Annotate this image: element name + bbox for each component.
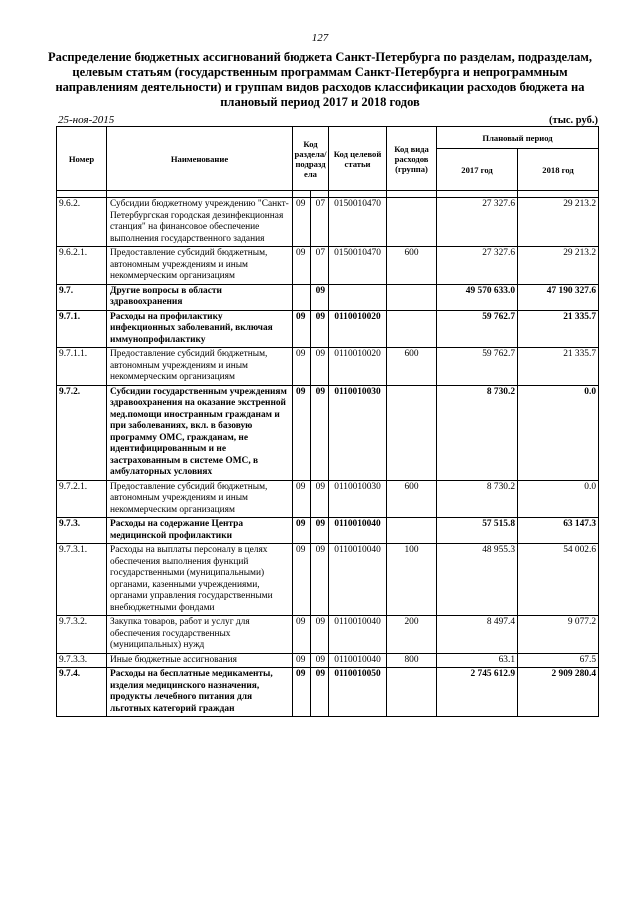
row-target-code: 0110010040 [329,616,387,654]
row-number: 9.7.3.1. [57,544,107,616]
row-subsection-code: 09 [311,544,329,616]
row-number: 9.7. [57,284,107,310]
row-type-code: 600 [387,348,437,386]
row-subsection-code: 09 [311,385,329,480]
row-name: Субсидии бюджетному учреждению "Санкт-Петербургская городская дезинфекционная станция" на финансовое обеспечение выполнения государственного задания [107,198,293,247]
row-name: Расходы на профилактику инфекционных заболеваний, включая иммунопрофилактику [107,310,293,348]
row-target-code: 0110010040 [329,544,387,616]
table-row [57,668,599,717]
document-date: 25-ноя-2015 [58,114,115,126]
row-value-2018: 29 213.2 [518,198,599,247]
row-value-2018: 67.5 [518,653,599,668]
table-row [57,480,599,518]
row-number: 9.6.2. [57,198,107,247]
row-subsection-code: 09 [311,616,329,654]
row-number: 9.7.3.3. [57,653,107,668]
row-type-code: 100 [387,544,437,616]
row-section-code [293,284,311,310]
row-value-2018: 21 335.7 [518,348,599,386]
table-row [57,247,599,285]
row-type-code [387,385,437,480]
row-subsection-code: 09 [311,310,329,348]
row-type-code [387,284,437,310]
header-2017: 2017 год [437,149,518,191]
header-target: Код целевой статьи [329,127,387,191]
row-target-code [329,284,387,310]
page-number: 127 [311,32,329,44]
row-name: Предоставление субсидий бюджетным, автономным учреждениям и иным некоммерческим организациям [107,247,293,285]
row-section-code: 09 [293,198,311,247]
row-value-2018: 54 002.6 [518,544,599,616]
row-subsection-code: 09 [311,348,329,386]
header-spacer-row [57,191,599,198]
row-target-code: 0110010030 [329,480,387,518]
row-section-code: 09 [293,348,311,386]
document-title: Распределение бюджетных ассигнований бюджета Санкт-Петербурга по разделам, подразделам, целевым статьям (государственным программам Санкт-Петербурга и непрограммным направлениям деятельности) и группам видов расходов классификации расходов бюджета на плановый период 2017 и 2018 годов [47,50,593,109]
row-value-2017: 57 515.8 [437,518,518,544]
row-name: Другие вопросы в области здравоохранения [107,284,293,310]
row-value-2018: 29 213.2 [518,247,599,285]
row-target-code: 0110010030 [329,385,387,480]
row-name: Расходы на выплаты персоналу в целях обеспечения выполнения функций государственными (муниципальными) органами, казенными учреждениями, органами управления государственными внебюджетными фондами [107,544,293,616]
table-row [57,616,599,654]
row-value-2017: 49 570 633.0 [437,284,518,310]
table-row [57,348,599,386]
row-number: 9.7.1. [57,310,107,348]
row-value-2018: 9 077.2 [518,616,599,654]
row-number: 9.7.4. [57,668,107,717]
row-value-2018: 63 147.3 [518,518,599,544]
row-section-code: 09 [293,616,311,654]
row-type-code: 200 [387,616,437,654]
row-value-2017: 8 497.4 [437,616,518,654]
row-target-code: 0150010470 [329,247,387,285]
row-type-code [387,198,437,247]
row-subsection-code: 09 [311,480,329,518]
row-value-2017: 8 730.2 [437,480,518,518]
row-name: Иные бюджетные ассигнования [107,653,293,668]
row-name: Расходы на бесплатные медикаменты, изделия медицинского назначения, продукты лечебного питания для льготных категорий граждан [107,668,293,717]
row-type-code [387,518,437,544]
row-value-2017: 63.1 [437,653,518,668]
row-target-code: 0150010470 [329,198,387,247]
header-number: Номер [57,127,107,191]
row-value-2017: 59 762.7 [437,348,518,386]
header-2018: 2018 год [518,149,599,191]
row-value-2018: 2 909 280.4 [518,668,599,717]
row-subsection-code: 09 [311,653,329,668]
row-value-2018: 0.0 [518,480,599,518]
budget-table [56,126,599,717]
row-value-2017: 27 327.6 [437,247,518,285]
header-planned: Плановый период [437,127,599,149]
table-row [57,518,599,544]
row-number: 9.7.3.2. [57,616,107,654]
row-number: 9.6.2.1. [57,247,107,285]
row-target-code: 0110010020 [329,348,387,386]
table-body [57,198,599,717]
row-section-code: 09 [293,653,311,668]
row-subsection-code: 09 [311,284,329,310]
header-section: Код раздела/ подразд ела [293,127,329,191]
row-number: 9.7.2. [57,385,107,480]
row-value-2017: 2 745 612.9 [437,668,518,717]
row-value-2018: 21 335.7 [518,310,599,348]
row-name: Предоставление субсидий бюджетным, автономным учреждениям и иным некоммерческим организациям [107,480,293,518]
row-section-code: 09 [293,480,311,518]
row-name: Предоставление субсидий бюджетным, автономным учреждениям и иным некоммерческим организациям [107,348,293,386]
row-target-code: 0110010050 [329,668,387,717]
row-type-code: 600 [387,480,437,518]
row-value-2017: 27 327.6 [437,198,518,247]
row-section-code: 09 [293,247,311,285]
row-name: Субсидии государственным учреждениям здравоохранения на оказание экстренной мед.помощи иностранным гражданам и при заболеваниях, вкл. в базовую программу ОМС, гражданам, не идентифицированным и не застрахованным в системе ОМС, в амбулаторных условиях [107,385,293,480]
table-row [57,544,599,616]
row-number: 9.7.1.1. [57,348,107,386]
row-number: 9.7.3. [57,518,107,544]
row-subsection-code: 09 [311,518,329,544]
row-type-code [387,310,437,348]
row-section-code: 09 [293,310,311,348]
row-subsection-code: 09 [311,668,329,717]
row-subsection-code: 07 [311,247,329,285]
table-row [57,310,599,348]
row-subsection-code: 07 [311,198,329,247]
row-section-code: 09 [293,544,311,616]
table-row [57,284,599,310]
header-type: Код вида расходов (группа) [387,127,437,191]
row-value-2017: 48 955.3 [437,544,518,616]
row-target-code: 0110010040 [329,653,387,668]
row-value-2017: 59 762.7 [437,310,518,348]
row-name: Расходы на содержание Центра медицинской профилактики [107,518,293,544]
table-row [57,653,599,668]
table-row [57,385,599,480]
row-name: Закупка товаров, работ и услуг для обеспечения государственных (муниципальных) нужд [107,616,293,654]
row-section-code: 09 [293,385,311,480]
row-value-2017: 8 730.2 [437,385,518,480]
row-type-code: 800 [387,653,437,668]
table-row [57,198,599,247]
row-section-code: 09 [293,518,311,544]
row-value-2018: 47 190 327.6 [518,284,599,310]
row-target-code: 0110010040 [329,518,387,544]
row-value-2018: 0.0 [518,385,599,480]
row-type-code [387,668,437,717]
row-target-code: 0110010020 [329,310,387,348]
units-label: (тыс. руб.) [549,115,598,126]
row-number: 9.7.2.1. [57,480,107,518]
row-section-code: 09 [293,668,311,717]
header-name: Наименование [107,127,293,191]
row-type-code: 600 [387,247,437,285]
